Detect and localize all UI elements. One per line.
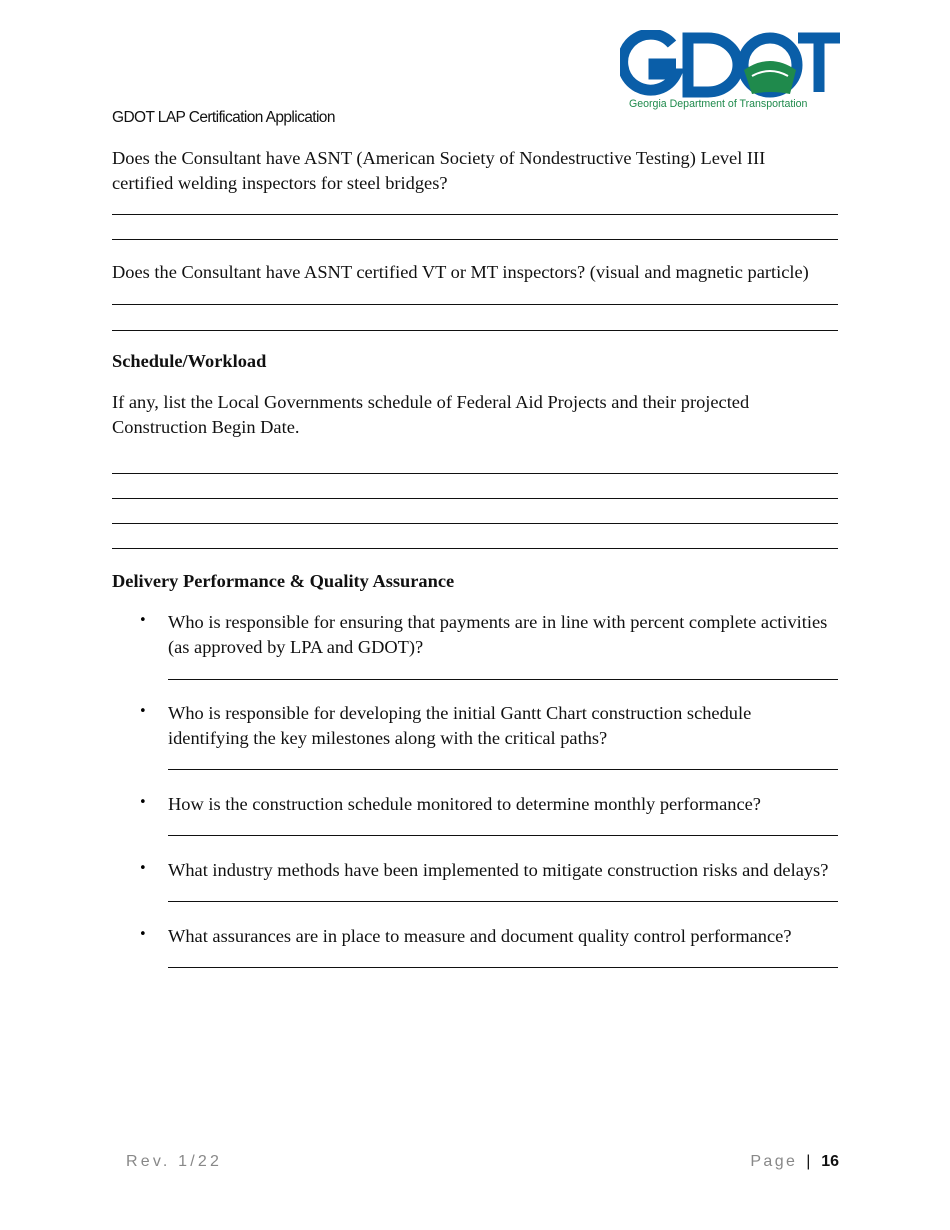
footer-page-value: 16 [821, 1153, 839, 1170]
answer-line[interactable] [112, 330, 838, 331]
bullet-icon: • [139, 795, 147, 810]
question-vt-mt-inspectors: Does the Consultant have ASNT certified VT or MT inspectors? (visual and magnetic particle) [112, 262, 809, 282]
footer-revision: Rev. 1/22 [126, 1153, 223, 1170]
bullet-item-risk-mitigation: What industry methods have been implemented to mitigate construction risks and delays? [168, 860, 829, 880]
footer-page-label: Page [750, 1153, 798, 1170]
bullet-item-gantt-chart: Who is responsible for developing the initial Gantt Chart construction schedule identifying the key milestones along with the critical paths? [168, 703, 752, 748]
answer-line[interactable] [112, 239, 838, 240]
bullet-icon: • [139, 613, 147, 628]
bullet-icon: • [139, 927, 147, 942]
footer-page-number [750, 1153, 839, 1171]
section-title-delivery: Delivery Performance & Quality Assurance [112, 571, 455, 591]
question-welding-inspectors: Does the Consultant have ASNT (American Society of Nondestructive Testing) Level III certified welding inspectors for steel bridges? [112, 148, 766, 193]
answer-line[interactable] [168, 835, 838, 836]
bullet-item-quality-control: What assurances are in place to measure and document quality control performance? [168, 926, 792, 946]
logo-tagline: Georgia Department of Transportation [629, 98, 808, 110]
answer-line[interactable] [112, 473, 838, 474]
answer-line[interactable] [112, 214, 838, 215]
question-federal-aid-projects: If any, list the Local Governments schedule of Federal Aid Projects and their projected Construction Begin Date. [112, 392, 750, 437]
answer-line[interactable] [112, 498, 838, 499]
gdot-logo [620, 30, 842, 112]
gdot-logo-graphic [620, 30, 842, 112]
bullet-item-payments: Who is responsible for ensuring that payments are in line with percent complete activities (as approved by LPA and GDOT)? [168, 612, 828, 657]
answer-line[interactable] [168, 967, 838, 968]
answer-line[interactable] [168, 769, 838, 770]
section-title-schedule: Schedule/Workload [112, 351, 267, 371]
answer-line[interactable] [112, 548, 838, 549]
answer-line[interactable] [168, 679, 838, 680]
bullet-icon: • [139, 861, 147, 876]
answer-line[interactable] [112, 523, 838, 524]
document-header-title: GDOT LAP Certification Application [112, 109, 335, 126]
answer-line[interactable] [112, 304, 838, 305]
bullet-item-schedule-monitoring: How is the construction schedule monitored to determine monthly performance? [168, 794, 761, 814]
answer-line[interactable] [168, 901, 838, 902]
footer-separator: | [806, 1153, 811, 1170]
bullet-icon: • [139, 704, 147, 719]
